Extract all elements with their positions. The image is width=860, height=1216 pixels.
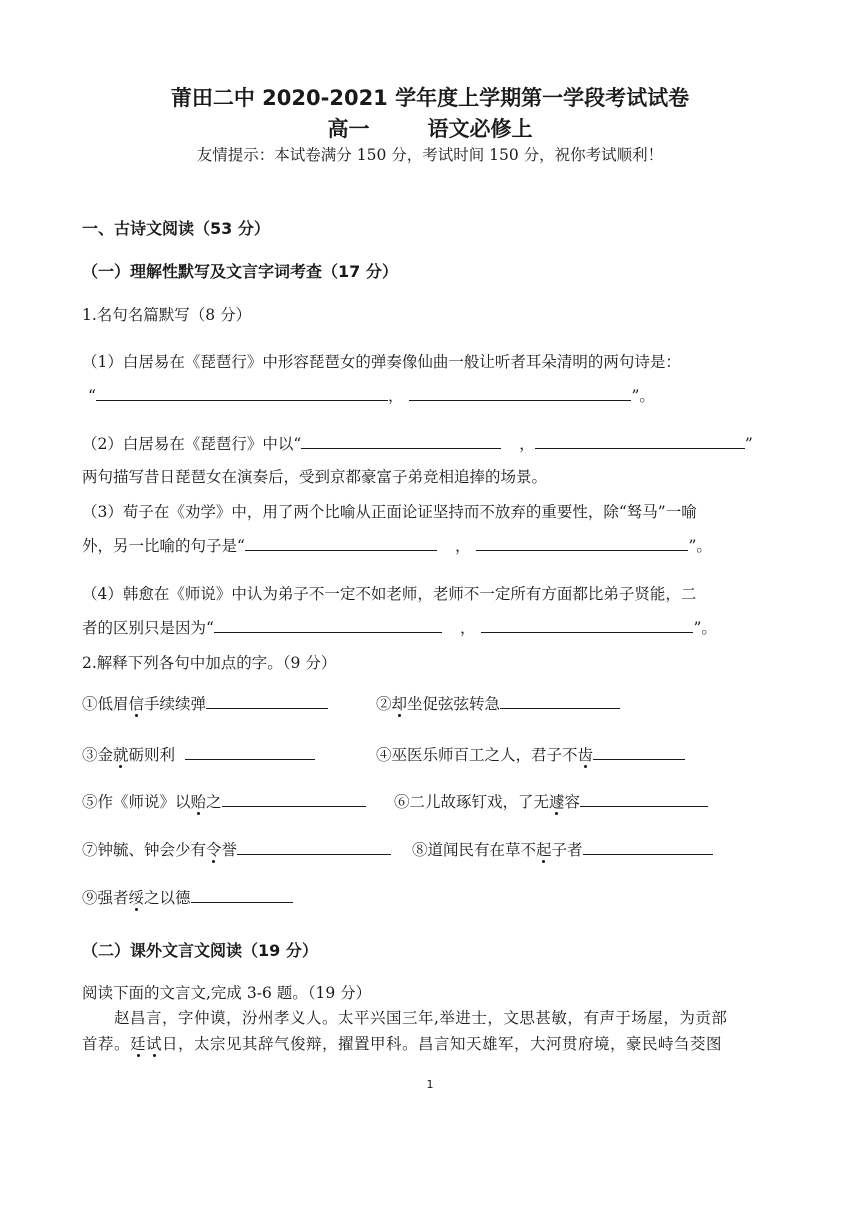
q2-title: 2.解释下列各句中加点的字。（9 分） <box>82 654 337 672</box>
answer-blank[interactable] <box>206 694 328 709</box>
q1-s2-text: 两句描写昔日琵琶女在演奏后，受到京都豪富子弟竞相追捧的场景。 <box>82 468 548 486</box>
answer-blank[interactable] <box>222 792 366 807</box>
passage-line: 首荐。廷试日，太宗见其辞气俊辩，擢置甲科。昌言知天雄军，大河贯府境，豪民峙刍茭图 <box>82 1035 723 1053</box>
q1-s2-answer-row: （2）白居易在《琵琶行》中以“ ， ” <box>82 435 753 453</box>
q2-item: ⑨强者绥之以德 <box>82 886 293 908</box>
passage-line: 赵昌言，字仲谟，汾州孝义人。太平兴国三年,举进士，文思甚敏，有声于场屋，为贡部 <box>114 1009 728 1027</box>
exam-subtitle <box>0 113 860 143</box>
answer-blank[interactable] <box>583 840 713 855</box>
section-heading: 一、古诗文阅读（53 分） <box>82 219 270 238</box>
answer-blank[interactable] <box>214 618 442 633</box>
part2-heading: （二）课外文言文阅读（19 分） <box>82 941 318 960</box>
q1-s3-answer-row: 外，另一比喻的句子是“ ， ”。 <box>82 537 712 555</box>
answer-blank[interactable] <box>580 792 708 807</box>
answer-blank[interactable] <box>245 536 437 551</box>
page-number: 1 <box>426 1078 434 1091</box>
part1-heading: （一）理解性默写及文言字词考查（17 分） <box>82 262 398 281</box>
q2-item: ④巫医乐师百工之人，君子不齿 <box>376 743 685 765</box>
q2-item: ⑥二儿故琢钉戏，了无遽容 <box>394 790 708 812</box>
answer-blank[interactable] <box>476 536 688 551</box>
q2-item: ⑧道闻民有在草不起子者 <box>412 838 713 860</box>
answer-blank[interactable] <box>500 694 620 709</box>
subject-label: 语文必修上 <box>427 117 533 141</box>
q1-title: 1.名句名篇默写（8 分） <box>82 306 252 324</box>
answer-blank[interactable] <box>301 434 501 449</box>
q1-s3-text: （3）荀子在《劝学》中，用了两个比喻从正面论证坚持而不放弃的重要性，除“驽马”一喻 <box>82 503 697 521</box>
q1-s4-answer-row: 者的区别只是因为“ ， ”。 <box>82 619 717 637</box>
q2-item: ⑤作《师说》以贻之 <box>82 790 366 812</box>
q2-item: ①低眉信手续续弹 <box>82 692 328 714</box>
answer-blank[interactable] <box>481 618 693 633</box>
exam-title: 莆田二中 2020-2021 学年度上学期第一学段考试试卷 <box>170 86 690 110</box>
answer-blank[interactable] <box>237 840 391 855</box>
q2-item: ⑦钟毓、钟会少有令誉 <box>82 838 391 860</box>
answer-blank[interactable] <box>191 888 293 903</box>
answer-blank[interactable] <box>593 745 685 760</box>
q2-item: ③金就砺则利 <box>82 743 315 765</box>
exam-notice: 友情提示：本试卷满分 150 分，考试时间 150 分，祝你考试顺利！ <box>196 146 664 164</box>
answer-blank[interactable] <box>535 434 745 449</box>
grade-label: 高一 <box>327 117 370 141</box>
answer-blank[interactable] <box>409 386 631 401</box>
answer-blank[interactable] <box>185 745 315 760</box>
part2-intro: 阅读下面的文言文,完成 3-6 题。（19 分） <box>82 984 372 1002</box>
q2-item: ②却坐促弦弦转急 <box>376 692 620 714</box>
q1-s1-text: （1）白居易在《琵琶行》中形容琵琶女的弹奏像仙曲一般让听者耳朵清明的两句诗是： <box>82 353 681 371</box>
q1-s1-answer-row: “ ， ”。 <box>88 387 655 405</box>
q1-s4-text: （4）韩愈在《师说》中认为弟子不一定不如老师，老师不一定所有方面都比弟子贤能，二 <box>82 585 697 603</box>
answer-blank[interactable] <box>96 386 388 401</box>
